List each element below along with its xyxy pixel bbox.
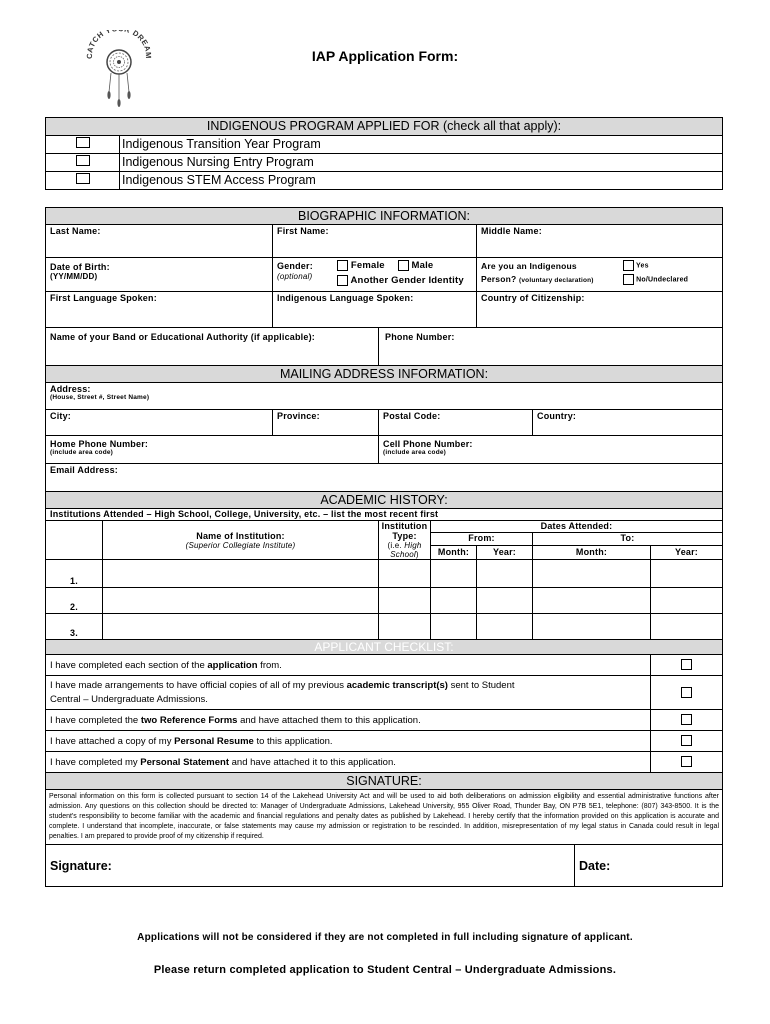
another-gender-checkbox[interactable] bbox=[337, 275, 348, 286]
postal-code-label: Postal Code: bbox=[383, 411, 441, 421]
inst-type-cell[interactable] bbox=[379, 614, 431, 640]
dob-field[interactable] bbox=[46, 258, 273, 292]
female-label: Female bbox=[350, 260, 385, 272]
row-number-header bbox=[46, 521, 103, 560]
inst-type-header bbox=[379, 521, 431, 560]
citizenship-field[interactable] bbox=[477, 292, 723, 328]
to-year-cell[interactable] bbox=[651, 614, 723, 640]
band-field[interactable] bbox=[46, 328, 379, 366]
last-name-field[interactable] bbox=[46, 225, 273, 258]
academic-subheading: Institutions Attended – High School, College, University, etc. – list the most recent first bbox=[46, 509, 723, 521]
to-month-cell[interactable] bbox=[533, 560, 651, 588]
checklist-text-post: to this application. bbox=[253, 735, 333, 747]
checklist-text bbox=[46, 676, 651, 710]
inst-type-label-2: Type: bbox=[392, 531, 417, 541]
to-header: To: bbox=[533, 533, 723, 545]
inst-name-header bbox=[103, 521, 379, 560]
program-nursing-checkbox[interactable] bbox=[76, 155, 90, 166]
middle-name-label: Middle Name: bbox=[481, 226, 542, 236]
inst-type-cell[interactable] bbox=[379, 588, 431, 614]
checklist-references-checkbox[interactable] bbox=[681, 714, 692, 725]
checklist-text-post: from. bbox=[257, 659, 282, 671]
signature-field[interactable] bbox=[46, 845, 575, 887]
from-year-cell[interactable] bbox=[477, 614, 533, 640]
indigenous-yes-checkbox[interactable] bbox=[623, 260, 634, 271]
from-year-cell[interactable] bbox=[477, 560, 533, 588]
checklist-application-checkbox[interactable] bbox=[681, 659, 692, 670]
inst-type-example-pre: (i.e. bbox=[387, 541, 405, 550]
cell-phone-note: (include area code) bbox=[383, 449, 447, 456]
email-field[interactable] bbox=[46, 464, 723, 492]
indigenous-language-label: Indigenous Language Spoken: bbox=[277, 293, 414, 303]
date-field[interactable] bbox=[575, 845, 723, 887]
program-row-transition bbox=[46, 136, 723, 154]
program-transition-checkbox[interactable] bbox=[76, 137, 90, 148]
address-note: (House, Street #, Street Name) bbox=[50, 394, 150, 401]
checklist-transcripts-checkbox[interactable] bbox=[681, 687, 692, 698]
checklist-item bbox=[46, 655, 723, 676]
to-month-cell[interactable] bbox=[533, 614, 651, 640]
indigenous-question-2: Person? bbox=[481, 274, 517, 284]
home-phone-field[interactable] bbox=[46, 436, 379, 464]
row-number: 3. bbox=[46, 614, 103, 640]
gender-field bbox=[273, 258, 477, 292]
postal-code-field[interactable] bbox=[379, 410, 533, 436]
from-month-cell[interactable] bbox=[431, 588, 477, 614]
checklist-text-post: and have attached them to this application. bbox=[237, 714, 421, 726]
programs-heading: INDIGENOUS PROGRAM APPLIED FOR (check all that apply): bbox=[46, 118, 723, 136]
cell-phone-label: Cell Phone Number: bbox=[383, 439, 473, 449]
inst-type-cell[interactable] bbox=[379, 560, 431, 588]
to-year-cell[interactable] bbox=[651, 560, 723, 588]
signature-heading: SIGNATURE: bbox=[46, 773, 723, 790]
row-number: 2. bbox=[46, 588, 103, 614]
city-field[interactable] bbox=[46, 410, 273, 436]
program-row-stem bbox=[46, 172, 723, 190]
bio-heading: BIOGRAPHIC INFORMATION: bbox=[46, 208, 723, 225]
from-month-cell[interactable] bbox=[431, 614, 477, 640]
first-language-field[interactable] bbox=[46, 292, 273, 328]
dreamcatcher-icon bbox=[84, 30, 154, 108]
address-field[interactable] bbox=[46, 383, 723, 410]
footer-return-note: Please return completed application to Student Central – Undergraduate Admissions. bbox=[153, 964, 617, 976]
program-label: Indigenous STEM Access Program bbox=[120, 172, 723, 190]
program-stem-checkbox[interactable] bbox=[76, 173, 90, 184]
yes-label: Yes bbox=[636, 262, 649, 270]
date-label: Date: bbox=[579, 859, 611, 873]
program-label: Indigenous Nursing Entry Program bbox=[120, 154, 723, 172]
checklist-item bbox=[46, 731, 723, 752]
indigenous-field bbox=[477, 258, 723, 292]
checklist-text-bold: Personal Statement bbox=[140, 756, 229, 768]
another-gender-label: Another Gender Identity bbox=[350, 275, 464, 287]
from-year-header: Year: bbox=[477, 545, 533, 559]
middle-name-field[interactable] bbox=[477, 225, 723, 258]
checklist-item bbox=[46, 676, 723, 710]
to-year-header: Year: bbox=[651, 545, 723, 559]
logo-text: CATCH Y DREAM bbox=[84, 30, 154, 59]
legal-notice: Personal information on this form is collected pursuant to section 14 of the Lakehead University Act and will be used to aid both deliberations on admission eligibility and essential administrative functions after admission. Any questions on this collection should be directed to: Manager of Undergraduate Admissions, Lakehead University, 955 Oliver Road, Thunder Bay, ON P7B 5E1, telephone: (807) 343-8500. It is the student's responsibility to become familiar with the academic and financial regulations and penalty dates as published by Lakehead. I hereby certify that the information provided on this application is accurate and complete. I understand that incomplete, inaccurate, or false statements may cause my admission or registration to be rescinded. In addition, misrepresentation of my legal status in Canada could result in legal penalties. I am prepared to provide proof of my citizenship if required. bbox=[46, 790, 723, 845]
checklist-text-bold: application bbox=[207, 659, 258, 671]
checklist-text-post-2: Central – Undergraduate Admissions. bbox=[50, 693, 208, 705]
to-month-cell[interactable] bbox=[533, 588, 651, 614]
phone-field[interactable] bbox=[379, 328, 723, 366]
dates-attended-header: Dates Attended: bbox=[431, 521, 723, 533]
from-year-cell[interactable] bbox=[477, 588, 533, 614]
checklist-statement-checkbox[interactable] bbox=[681, 756, 692, 767]
checklist-text-post: and have attached it to this application. bbox=[229, 756, 396, 768]
from-month-header: Month: bbox=[431, 545, 477, 559]
checklist-heading: APPLICANT CHECKLIST: bbox=[46, 640, 723, 655]
province-label: Province: bbox=[277, 411, 320, 421]
no-undeclared-label: No/Undeclared bbox=[636, 276, 689, 284]
footer-note: Applications will not be considered if they are not completed in full including signature of applicant. bbox=[137, 932, 633, 943]
band-label: Name of your Band or Educational Authority (if applicable): bbox=[50, 332, 315, 342]
checklist-text-pre: I have completed the bbox=[50, 714, 141, 726]
checklist-text bbox=[46, 655, 651, 676]
table-row bbox=[46, 588, 723, 614]
checklist-text-post: sent to Student bbox=[447, 679, 515, 691]
dob-format: (YY/MM/DD) bbox=[50, 272, 98, 281]
first-language-label: First Language Spoken: bbox=[50, 293, 157, 303]
city-label: City: bbox=[50, 411, 71, 421]
male-checkbox[interactable] bbox=[398, 260, 409, 271]
inst-type-example: High School bbox=[390, 541, 422, 559]
to-year-cell[interactable] bbox=[651, 588, 723, 614]
inst-name-cell[interactable] bbox=[103, 614, 379, 640]
mailing-heading: MAILING ADDRESS INFORMATION: bbox=[46, 366, 723, 383]
inst-type-example-post: ) bbox=[415, 550, 419, 559]
checklist-text bbox=[46, 731, 651, 752]
country-field[interactable] bbox=[533, 410, 723, 436]
male-label: Male bbox=[411, 260, 434, 272]
indigenous-language-field[interactable] bbox=[273, 292, 477, 328]
home-phone-label: Home Phone Number: bbox=[50, 439, 149, 449]
checklist-item bbox=[46, 710, 723, 731]
page-title: IAP Application Form: bbox=[311, 48, 459, 64]
checklist-text-pre: I have completed each section of the bbox=[50, 659, 208, 671]
email-label: Email Address: bbox=[50, 465, 118, 475]
indigenous-note: (voluntary declaration) bbox=[518, 277, 594, 284]
checklist-text bbox=[46, 752, 651, 773]
checklist-text-pre: I have attached a copy of my bbox=[50, 735, 175, 747]
gender-label: Gender: bbox=[277, 261, 313, 271]
catch-your-dream-logo bbox=[84, 30, 154, 108]
citizenship-label: Country of Citizenship: bbox=[481, 293, 585, 303]
program-row-nursing bbox=[46, 154, 723, 172]
inst-name-cell[interactable] bbox=[103, 560, 379, 588]
row-number: 1. bbox=[46, 560, 103, 588]
gender-optional: (optional) bbox=[277, 272, 313, 281]
checklist-text-pre: I have made arrangements to have official copies of all of my previous bbox=[50, 679, 347, 691]
first-name-field[interactable] bbox=[273, 225, 477, 258]
main-form-table bbox=[45, 207, 723, 887]
programs-table bbox=[45, 117, 723, 190]
address-label: Address: bbox=[50, 384, 91, 394]
inst-name-cell[interactable] bbox=[103, 588, 379, 614]
country-label: Country: bbox=[537, 411, 577, 421]
first-name-label: First Name: bbox=[277, 226, 329, 236]
inst-name-example: (Superior Collegiate Institute) bbox=[185, 540, 296, 550]
checklist-text-bold: Personal Resume bbox=[174, 735, 254, 747]
program-label: Indigenous Transition Year Program bbox=[120, 136, 723, 154]
to-month-header: Month: bbox=[533, 545, 651, 559]
table-row bbox=[46, 614, 723, 640]
checklist-resume-checkbox[interactable] bbox=[681, 735, 692, 746]
checklist-text-bold: two Reference Forms bbox=[140, 714, 238, 726]
table-row bbox=[46, 560, 723, 588]
cell-phone-field[interactable] bbox=[379, 436, 723, 464]
last-name-label: Last Name: bbox=[50, 226, 101, 236]
dob-label: Date of Birth: bbox=[50, 262, 110, 272]
inst-name-label: Name of Institution: bbox=[196, 530, 285, 541]
from-month-cell[interactable] bbox=[431, 560, 477, 588]
checklist-item bbox=[46, 752, 723, 773]
from-header: From: bbox=[431, 533, 533, 545]
checklist-text bbox=[46, 710, 651, 731]
indigenous-question: Are you an Indigenous bbox=[481, 261, 577, 271]
academic-heading: ACADEMIC HISTORY: bbox=[46, 492, 723, 509]
checklist-text-pre: I have completed my bbox=[50, 756, 141, 768]
home-phone-note: (include area code) bbox=[50, 449, 114, 456]
checklist-text-bold: academic transcript(s) bbox=[346, 679, 448, 691]
phone-label: Phone Number: bbox=[385, 332, 455, 342]
indigenous-no-checkbox[interactable] bbox=[623, 274, 634, 285]
inst-type-label: Institution bbox=[381, 521, 428, 531]
province-field[interactable] bbox=[273, 410, 379, 436]
signature-label: Signature: bbox=[50, 859, 112, 873]
female-checkbox[interactable] bbox=[337, 260, 348, 271]
